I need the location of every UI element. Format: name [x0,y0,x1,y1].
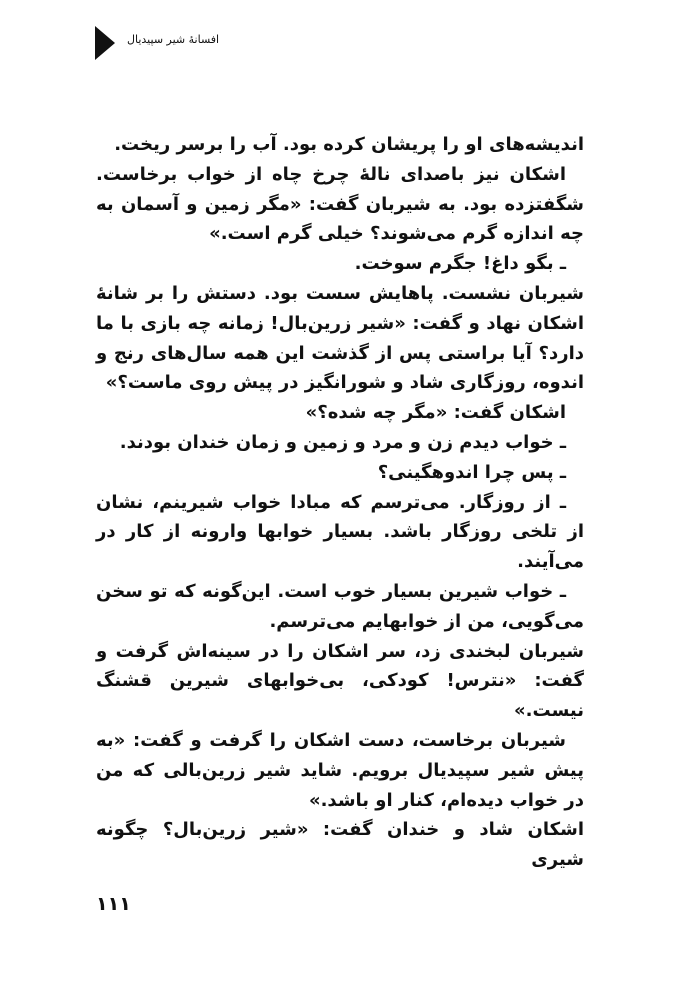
dialogue-line: ـ پس چرا اندوهگینی؟ [377,461,566,483]
dialogue-line: ـ بگو داغ! جگرم سوخت. [354,253,566,275]
dialogue-line: ـ خواب شیرین بسیار خوب است. این‌گونه که تو سخن می‌گویی، من از خوابهایم می‌ترسم. [96,580,584,632]
paragraph: شیربان برخاست، دست اشکان را گرفت و گفت: «به پیش شیر سپیدیال برویم. شاید شیر زرین‌بالی که من در خواب دیده‌ام، کنار او باشد.» [96,729,584,811]
running-title: افسانهٔ شیر سپیدیال [127,33,220,46]
body-text [96,130,584,875]
paragraph: شیربان نشست. پاهایش سست بود. دستش را بر شانهٔ اشکان نهاد و گفت: «شیر زرین‌بال! زمانه چه بازی با ما دارد؟ آیا براستی پس از گذشت این همه سال‌های رنج و اندوه، روزگاری شاد و شورانگیز در پیش روی ماست؟» [96,282,584,394]
paragraph: شیربان لبخندی زد، سر اشکان را در سینه‌اش گرفت و گفت: «نترس! کودکی، بی‌خوابهای شیرین قشنگ نیست.» [96,640,584,722]
paragraph: اشکان نیز باصدای نالهٔ چرخ چاه از خواب برخاست. شگفتزده بود. به شیربان گفت: «مگر زمین و آسمان به چه اندازه گرم می‌شوند؟ خیلی گرم است.» [96,163,584,245]
dialogue-line: ـ از روزگار. می‌ترسم که مبادا خواب شیرینم، نشان از تلخی روزگار باشد. بسیار خوابها وارونه از کار در می‌آیند. [96,491,584,573]
page-number: ۱۱۱ [96,893,131,915]
paragraph: اشکان گفت: «مگر چه شده؟» [305,402,566,424]
triangle-marker-icon [95,26,115,60]
paragraph: اشکان شاد و خندان گفت: «شیر زرین‌بال؟ چگونه شیری [96,819,584,871]
paragraph: اندیشه‌های او را پریشان کرده بود. آب را برسر ریخت. [114,134,584,155]
dialogue-line: ـ خواب دیدم زن و مرد و زمین و زمان خندان بودند. [119,431,566,453]
running-header [95,26,245,62]
